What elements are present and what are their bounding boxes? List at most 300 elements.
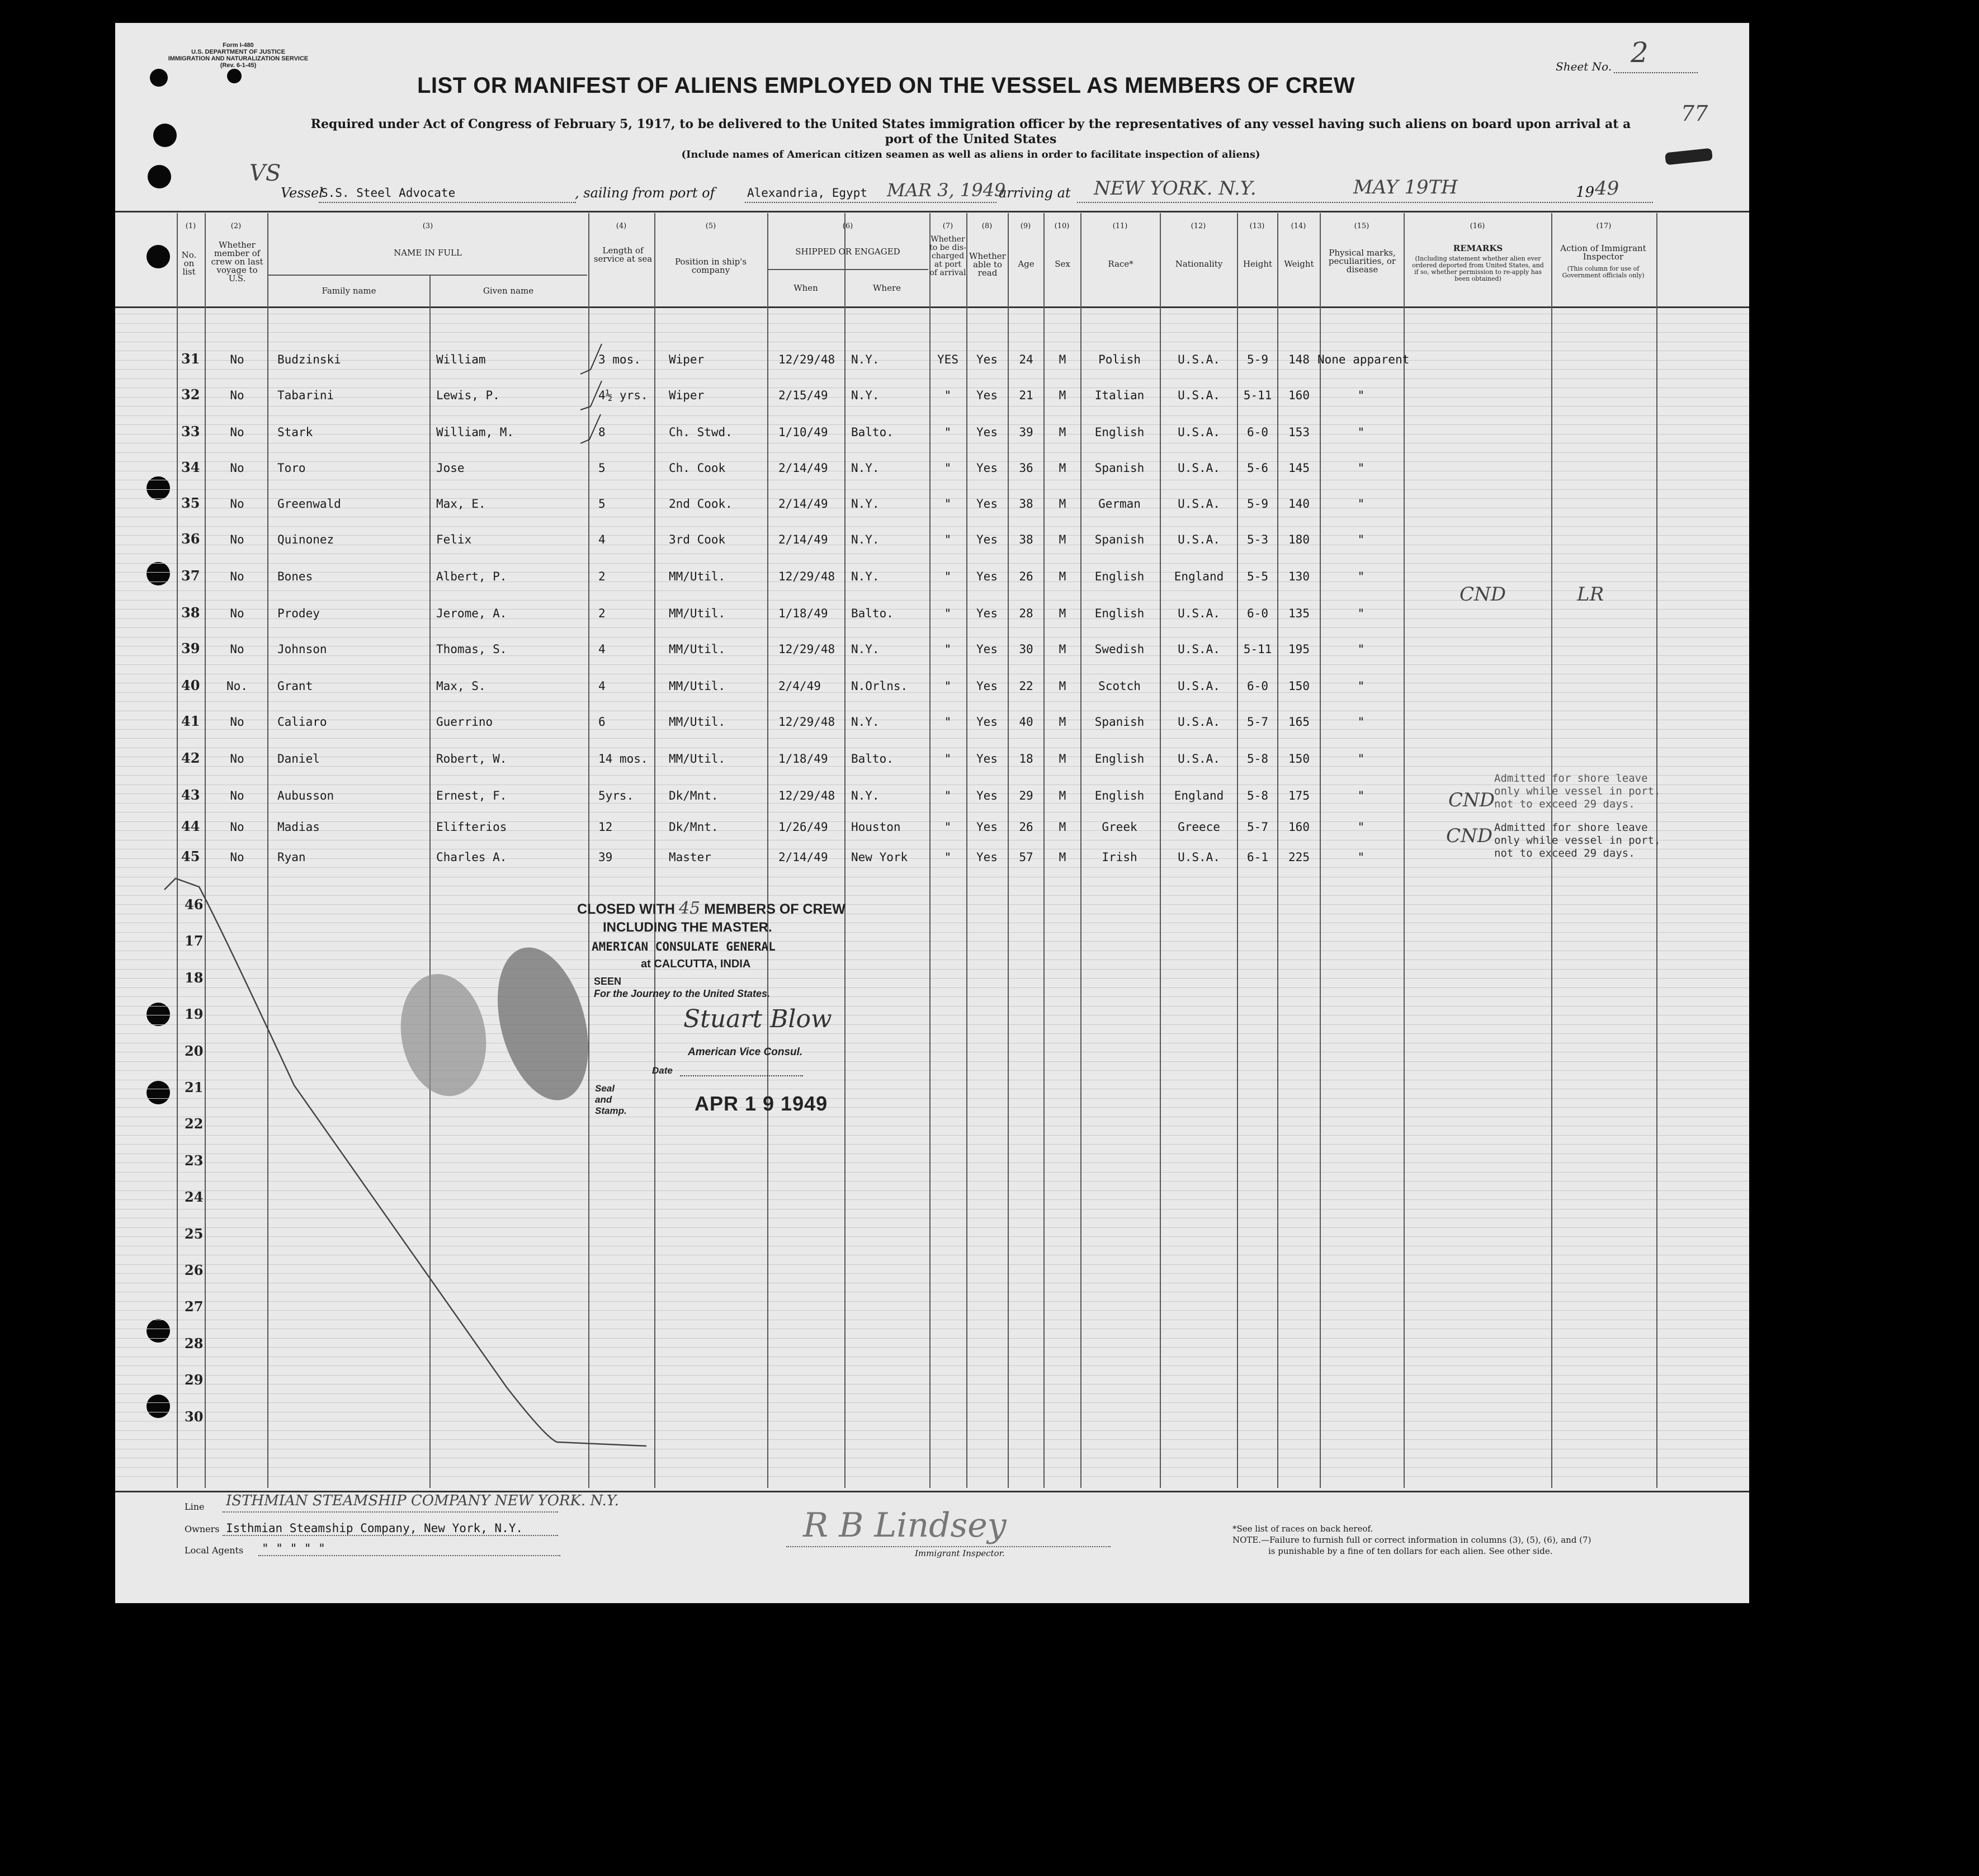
- service-cell: 3 mos.: [598, 353, 641, 366]
- header-when: When: [794, 283, 818, 293]
- service-cell: 2: [598, 607, 606, 620]
- given-name-cell: Jose: [436, 461, 465, 475]
- position-cell: MM/Util.: [669, 607, 726, 620]
- sex-cell: M: [1059, 789, 1066, 802]
- read-cell: Yes: [976, 389, 998, 402]
- arrival-date: MAY 19TH: [1353, 176, 1458, 199]
- header-height: Height: [1243, 259, 1273, 269]
- row-number: 24: [185, 1189, 204, 1205]
- height-cell: 6-1: [1247, 850, 1268, 864]
- member-cell: No: [230, 389, 244, 402]
- race-cell: English: [1094, 607, 1145, 620]
- where-cell: N.Y.: [851, 353, 880, 366]
- given-name-cell: Max, E.: [436, 497, 486, 511]
- weight-cell: 160: [1288, 389, 1310, 402]
- given-name-cell: Charles A.: [436, 850, 507, 864]
- sailing-date: MAR 3, 1949: [887, 179, 1006, 201]
- family-name-cell: Bones: [277, 570, 313, 583]
- where-cell: N.Y.: [851, 570, 880, 583]
- position-cell: Master: [669, 850, 711, 864]
- sex-cell: M: [1059, 850, 1066, 864]
- column-number: (17): [1596, 222, 1612, 230]
- given-name-cell: Robert, W.: [436, 752, 507, 765]
- member-cell: No: [230, 353, 244, 366]
- height-cell: 6-0: [1247, 607, 1268, 620]
- footer-owners-value: Isthmian Steamship Company, New York, N.Y.: [226, 1521, 523, 1535]
- physical-cell: ": [1357, 497, 1365, 511]
- discharged-cell: ": [944, 607, 952, 620]
- age-cell: 38: [1019, 497, 1033, 511]
- position-cell: MM/Util.: [669, 679, 726, 693]
- weight-cell: 150: [1288, 752, 1310, 765]
- age-cell: 26: [1019, 570, 1033, 583]
- member-cell: No: [230, 533, 244, 546]
- height-cell: 5-6: [1247, 461, 1268, 475]
- vessel-label: Vessel: [281, 185, 323, 201]
- race-cell: German: [1098, 497, 1141, 511]
- given-name-cell: Albert, P.: [436, 570, 507, 583]
- where-cell: N.Y.: [851, 533, 880, 546]
- given-name-cell: Lewis, P.: [436, 389, 500, 402]
- age-cell: 38: [1019, 533, 1033, 546]
- margin-note: 77: [1681, 101, 1708, 126]
- sheet-number: 2: [1631, 36, 1649, 69]
- member-cell: No: [230, 752, 244, 765]
- family-name-cell: Budzinski: [277, 353, 341, 366]
- remark-cnd: CND: [1446, 825, 1493, 847]
- physical-cell: ": [1357, 426, 1365, 439]
- nationality-cell: U.S.A.: [1178, 679, 1220, 693]
- height-cell: 5-9: [1247, 497, 1268, 511]
- weight-cell: 175: [1288, 789, 1310, 802]
- race-cell: Spanish: [1094, 715, 1145, 729]
- position-cell: MM/Util.: [669, 642, 726, 656]
- row-number: 30: [185, 1409, 204, 1425]
- stamp-date-label: Date: [652, 1065, 673, 1076]
- physical-cell: ": [1357, 389, 1365, 402]
- when-cell: 2/14/49: [778, 497, 828, 511]
- nationality-cell: U.S.A.: [1178, 850, 1220, 864]
- where-cell: N.Y.: [851, 715, 880, 729]
- where-cell: N.Y.: [851, 497, 880, 511]
- column-number: (9): [1020, 222, 1031, 230]
- height-cell: 5-11: [1243, 389, 1272, 402]
- position-cell: MM/Util.: [669, 752, 726, 765]
- position-cell: MM/Util.: [669, 570, 726, 583]
- consul-signature: Stuart Blow: [683, 1005, 832, 1033]
- read-cell: Yes: [976, 642, 998, 656]
- column-number: (10): [1054, 222, 1070, 230]
- remark-cnd: CND: [1460, 583, 1506, 606]
- member-cell: No: [230, 570, 244, 583]
- family-name-cell: Quinonez: [277, 533, 334, 546]
- position-cell: Dk/Mnt.: [669, 789, 719, 802]
- read-cell: Yes: [976, 533, 998, 546]
- form-department: U.S. DEPARTMENT OF JUSTICE: [191, 49, 285, 55]
- header-age: Age: [1018, 259, 1035, 269]
- discharged-cell: YES: [937, 353, 958, 366]
- header-action-sub: (This column for use of Government officials only): [1562, 265, 1645, 279]
- column-number: (12): [1191, 222, 1206, 230]
- header-family-name: Family name: [322, 286, 376, 296]
- nationality-cell: England: [1174, 789, 1224, 802]
- header-member: Whether member of crew on last voyage to U.S.: [211, 240, 263, 283]
- discharged-cell: ": [944, 820, 952, 834]
- footer-line-value: ISTHMIAN STEAMSHIP COMPANY NEW YORK. N.Y.: [226, 1492, 619, 1509]
- read-cell: Yes: [976, 752, 998, 765]
- when-cell: 1/26/49: [778, 820, 828, 834]
- row-number: 31: [181, 351, 200, 367]
- header-length-service: Length of service at sea: [593, 245, 653, 264]
- when-cell: 12/29/48: [778, 353, 835, 366]
- race-cell: Spanish: [1094, 461, 1145, 475]
- sex-cell: M: [1059, 607, 1066, 620]
- family-name-cell: Aubusson: [277, 789, 334, 802]
- age-cell: 24: [1019, 353, 1033, 366]
- family-name-cell: Madias: [277, 820, 320, 834]
- where-cell: Balto.: [851, 752, 894, 765]
- service-cell: 14 mos.: [598, 752, 648, 765]
- inspector-underline: [786, 1546, 1111, 1547]
- sex-cell: M: [1059, 570, 1066, 583]
- read-cell: Yes: [976, 353, 998, 366]
- line-underline: [223, 1511, 558, 1513]
- given-name-cell: William: [436, 353, 486, 366]
- stamp-consul-title: American Vice Consul.: [688, 1046, 803, 1058]
- physical-cell: ": [1357, 461, 1365, 475]
- when-cell: 2/14/49: [778, 461, 828, 475]
- member-cell: No: [230, 642, 244, 656]
- when-cell: 1/10/49: [778, 426, 828, 439]
- column-number: (13): [1249, 222, 1265, 230]
- service-cell: 5: [598, 497, 606, 511]
- when-cell: 2/15/49: [778, 389, 828, 402]
- age-cell: 28: [1019, 607, 1033, 620]
- when-cell: 12/29/48: [778, 642, 835, 656]
- when-cell: 2/14/49: [778, 850, 828, 864]
- footer-agents-value: " " " " ": [262, 1542, 325, 1555]
- where-cell: New York: [851, 850, 908, 864]
- read-cell: Yes: [976, 426, 998, 439]
- row-number: 18: [185, 970, 204, 986]
- footer-owners-label: Owners: [185, 1524, 220, 1534]
- vessel-name: S.S. Steel Advocate: [321, 186, 456, 200]
- read-cell: Yes: [976, 789, 998, 802]
- race-cell: Italian: [1094, 389, 1145, 402]
- member-cell: No: [230, 497, 244, 511]
- family-name-cell: Tabarini: [277, 389, 334, 402]
- member-cell: No: [230, 820, 244, 834]
- family-name-cell: Prodey: [277, 607, 320, 620]
- row-number: 23: [185, 1152, 204, 1169]
- service-cell: 4½ yrs.: [598, 389, 648, 402]
- discharged-cell: ": [944, 789, 952, 802]
- row-number: 37: [181, 568, 200, 584]
- sex-cell: M: [1059, 497, 1066, 511]
- where-cell: Balto.: [851, 426, 894, 439]
- remark-cnd: CND: [1448, 789, 1495, 811]
- discharged-cell: ": [944, 715, 952, 729]
- family-name-cell: Johnson: [277, 642, 327, 656]
- footnote-penalty: NOTE.—Failure to furnish full or correct information in columns (3), (5), (6), and (7): [1232, 1535, 1591, 1545]
- row-number: 32: [181, 386, 200, 403]
- header-no-on-list: No. on list: [181, 250, 197, 277]
- height-cell: 5-8: [1247, 789, 1268, 802]
- discharged-cell: ": [944, 461, 952, 475]
- sex-cell: M: [1059, 533, 1066, 546]
- age-cell: 22: [1019, 679, 1033, 693]
- race-cell: Swedish: [1094, 642, 1145, 656]
- where-cell: N.Orlns.: [851, 679, 908, 693]
- nationality-cell: U.S.A.: [1178, 497, 1220, 511]
- race-cell: Scotch: [1098, 679, 1141, 693]
- where-cell: N.Y.: [851, 789, 880, 802]
- weight-cell: 135: [1288, 607, 1310, 620]
- row-number: 27: [185, 1298, 204, 1315]
- row-number: 44: [181, 818, 200, 834]
- row-number: 43: [181, 787, 200, 803]
- header-shipped: SHIPPED OR ENGAGED: [795, 247, 900, 257]
- header-weight: Weight: [1284, 259, 1314, 269]
- arriving-port: NEW YORK. N.Y.: [1094, 177, 1257, 200]
- stamp-journey: For the Journey to the United States.: [594, 988, 771, 999]
- inspector-label: Immigrant Inspector.: [915, 1548, 1005, 1558]
- sex-cell: M: [1059, 752, 1066, 765]
- when-cell: 12/29/48: [778, 570, 835, 583]
- physical-cell: ": [1357, 533, 1365, 546]
- check-marks: [580, 344, 602, 443]
- header-action: Action of Immigrant Inspector: [1560, 243, 1646, 262]
- row-number: 33: [181, 423, 200, 440]
- age-cell: 57: [1019, 850, 1033, 864]
- service-cell: 8: [598, 426, 606, 439]
- family-name-cell: Stark: [277, 426, 313, 439]
- nationality-cell: U.S.A.: [1178, 752, 1220, 765]
- stamp-crew-count: 45: [678, 899, 701, 918]
- position-cell: Dk/Mnt.: [669, 820, 719, 834]
- service-cell: 4: [598, 642, 606, 656]
- service-cell: 5: [598, 461, 606, 475]
- height-cell: 5-9: [1247, 353, 1268, 366]
- when-cell: 2/4/49: [778, 679, 821, 693]
- service-cell: 6: [598, 715, 606, 729]
- given-name-cell: Thomas, S.: [436, 642, 507, 656]
- footnote-races: *See list of races on back hereof.: [1232, 1524, 1373, 1534]
- header-where: Where: [872, 283, 901, 293]
- physical-cell: ": [1357, 570, 1365, 583]
- header-given-name: Given name: [483, 286, 534, 296]
- row-number: 34: [181, 459, 200, 475]
- member-cell: No: [230, 461, 244, 475]
- stamp-date: APR 1 9 1949: [695, 1092, 828, 1115]
- member-cell: No: [230, 715, 244, 729]
- member-cell: No: [230, 426, 244, 439]
- sex-cell: M: [1059, 426, 1066, 439]
- age-cell: 26: [1019, 820, 1033, 834]
- nationality-cell: U.S.A.: [1178, 642, 1220, 656]
- row-number: 39: [181, 640, 200, 656]
- service-cell: 39: [598, 850, 613, 864]
- sailing-port: Alexandria, Egypt: [747, 186, 867, 200]
- stamp-date-underline: [680, 1075, 803, 1076]
- physical-cell: None apparent: [1317, 353, 1410, 366]
- vs-mark: VS: [249, 160, 281, 186]
- row-number: 46: [185, 896, 204, 913]
- header-name: NAME IN FULL: [394, 248, 462, 258]
- nationality-cell: U.S.A.: [1178, 389, 1220, 402]
- header-sex: Sex: [1055, 259, 1070, 269]
- race-cell: English: [1094, 570, 1145, 583]
- nationality-cell: U.S.A.: [1178, 533, 1220, 546]
- column-number: (6): [842, 222, 853, 230]
- family-name-cell: Daniel: [277, 752, 320, 765]
- remark-note: Admitted for shore leave only while vessel in port, not to exceed 29 days.: [1494, 772, 1661, 810]
- race-cell: Polish: [1098, 353, 1141, 366]
- cancel-stroke: [115, 23, 1749, 1603]
- member-cell: No: [230, 789, 244, 802]
- column-number: (5): [705, 222, 716, 230]
- header-position: Position in ship's company: [674, 257, 747, 275]
- row-number: 28: [185, 1335, 204, 1352]
- given-name-cell: William, M.: [436, 426, 514, 439]
- when-cell: 2/14/49: [778, 533, 828, 546]
- discharged-cell: ": [944, 850, 952, 864]
- member-cell: No: [230, 607, 244, 620]
- family-name-cell: Toro: [277, 461, 306, 475]
- position-cell: Ch. Cook: [669, 461, 726, 475]
- discharged-cell: ": [944, 497, 952, 511]
- position-cell: 3rd Cook: [669, 533, 726, 546]
- read-cell: Yes: [976, 715, 998, 729]
- read-cell: Yes: [976, 570, 998, 583]
- when-cell: 1/18/49: [778, 752, 828, 765]
- discharged-cell: ": [944, 679, 952, 693]
- height-cell: 5-5: [1247, 570, 1268, 583]
- nationality-cell: U.S.A.: [1178, 461, 1220, 475]
- age-cell: 40: [1019, 715, 1033, 729]
- height-cell: 6-0: [1247, 426, 1268, 439]
- discharged-cell: ": [944, 389, 952, 402]
- physical-cell: ": [1357, 820, 1365, 834]
- service-cell: 2: [598, 570, 606, 583]
- header-remarks-sub: (Including statement whether alien ever ordered deported from United States, and if so, whether permission to re-apply has been obtained): [1412, 255, 1544, 282]
- weight-cell: 140: [1288, 497, 1310, 511]
- weight-cell: 148: [1288, 353, 1310, 366]
- nationality-cell: U.S.A.: [1178, 353, 1220, 366]
- family-name-cell: Ryan: [277, 850, 306, 864]
- when-cell: 1/18/49: [778, 607, 828, 620]
- physical-cell: ": [1357, 642, 1365, 656]
- race-cell: English: [1094, 752, 1145, 765]
- subtitle-line-1: Required under Act of Congress of February 5, 1917, to be delivered to the United States immigration officer by the representatives of any vessel having such aliens on board upon arrival at a: [310, 117, 1631, 131]
- position-cell: Ch. Stwd.: [669, 426, 733, 439]
- position-cell: Wiper: [669, 389, 705, 402]
- stamp-closed-suffix: MEMBERS OF CREW: [704, 901, 846, 917]
- stamp-location: at CALCUTTA, INDIA: [641, 958, 751, 970]
- weight-cell: 195: [1288, 642, 1310, 656]
- inspector-signature: R B Lindsey: [803, 1506, 1007, 1545]
- read-cell: Yes: [976, 497, 998, 511]
- race-cell: English: [1094, 789, 1145, 802]
- stamp-consulate: AMERICAN CONSULATE GENERAL: [592, 940, 776, 953]
- physical-cell: ": [1357, 679, 1365, 693]
- height-cell: 5-8: [1247, 752, 1268, 765]
- footnote-penalty-cont: is punishable by a fine of ten dollars for each alien. See other side.: [1268, 1546, 1553, 1556]
- age-cell: 30: [1019, 642, 1033, 656]
- column-number: (8): [981, 222, 993, 230]
- row-number: 26: [185, 1262, 204, 1278]
- member-cell: No.: [226, 679, 248, 693]
- race-cell: English: [1094, 426, 1145, 439]
- subtitle-line-3: (Include names of American citizen seamen as well as aliens in order to facilitate inspection of aliens): [681, 149, 1260, 160]
- column-number: (3): [422, 222, 433, 230]
- row-number: 42: [181, 750, 200, 766]
- discharged-cell: ": [944, 642, 952, 656]
- sex-cell: M: [1059, 353, 1066, 366]
- sex-cell: M: [1059, 679, 1066, 693]
- read-cell: Yes: [976, 850, 998, 864]
- row-number: 29: [185, 1372, 204, 1388]
- nationality-cell: U.S.A.: [1178, 715, 1220, 729]
- arriving-label: arriving at: [999, 185, 1071, 201]
- column-number: (16): [1470, 222, 1485, 230]
- sailing-label: , sailing from port of: [575, 185, 715, 201]
- discharged-cell: ": [944, 426, 952, 439]
- service-cell: 4: [598, 533, 606, 546]
- row-number: 21: [185, 1079, 204, 1095]
- service-cell: 5yrs.: [598, 789, 634, 802]
- member-cell: No: [230, 850, 244, 864]
- given-name-cell: Guerrino: [436, 715, 493, 729]
- row-number: 19: [185, 1006, 204, 1022]
- race-cell: Greek: [1102, 820, 1137, 834]
- header-race: Race*: [1108, 259, 1133, 269]
- sex-cell: M: [1059, 461, 1066, 475]
- weight-cell: 145: [1288, 461, 1310, 475]
- weight-cell: 153: [1288, 426, 1310, 439]
- subtitle-line-2: port of the United States: [885, 132, 1057, 147]
- sex-cell: M: [1059, 389, 1066, 402]
- physical-cell: ": [1357, 789, 1365, 802]
- race-cell: Irish: [1102, 850, 1137, 864]
- age-cell: 18: [1019, 752, 1033, 765]
- row-number: 22: [185, 1116, 204, 1132]
- nationality-cell: England: [1174, 570, 1224, 583]
- column-number: (2): [230, 222, 242, 230]
- row-number: 35: [181, 495, 200, 511]
- physical-cell: ": [1357, 607, 1365, 620]
- remark-note: Admitted for shore leave only while vessel in port, not to exceed 29 days.: [1494, 821, 1661, 859]
- arrival-year: 49: [1595, 177, 1619, 200]
- stamp-seal-label: Seal and Stamp.: [595, 1083, 627, 1116]
- when-cell: 12/29/48: [778, 789, 835, 802]
- given-name-cell: Felix: [436, 533, 472, 546]
- given-name-cell: Jerome, A.: [436, 607, 507, 620]
- age-cell: 21: [1019, 389, 1033, 402]
- height-cell: 5-7: [1247, 715, 1268, 729]
- column-number: (11): [1112, 222, 1128, 230]
- position-cell: Wiper: [669, 353, 705, 366]
- physical-cell: ": [1357, 715, 1365, 729]
- agents-underline: [258, 1555, 560, 1556]
- form-revision: (Rev. 6-1-45): [220, 62, 257, 69]
- row-number: 20: [185, 1043, 204, 1059]
- where-cell: N.Y.: [851, 461, 880, 475]
- manifest-document: [115, 23, 1749, 1603]
- column-number: (14): [1291, 222, 1306, 230]
- column-number: (7): [942, 222, 953, 230]
- where-cell: Houston: [851, 820, 901, 834]
